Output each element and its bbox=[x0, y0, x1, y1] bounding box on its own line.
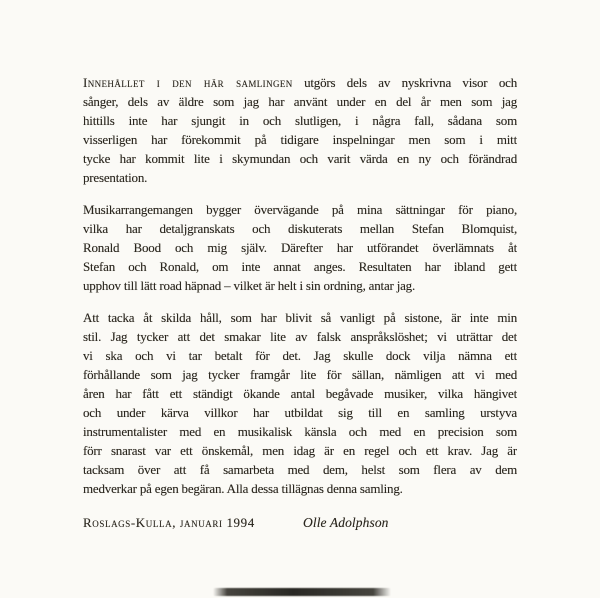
text-line: hittills inte har sjungit in och slutligen, i några fall, sådana som bbox=[83, 113, 517, 128]
text-line: Ronald Bood och mig själv. Därefter har utförandet överlämnats åt bbox=[83, 240, 517, 255]
text-line: visserligen har förekommit på tidigare inspelningar men som i mitt bbox=[83, 132, 517, 147]
signature-place-date: Roslags-Kulla, januari 1994 bbox=[83, 515, 255, 530]
text-line: åren har fått ett ständigt ökande antal begåvade musiker, vilka hängivet bbox=[83, 386, 517, 401]
text-line: presentation. bbox=[83, 170, 148, 185]
text-line: Att tacka åt skilda håll, som har blivit så vanligt på sistone, är inte min bbox=[83, 310, 517, 325]
text-line: Innehållet i den här samlingen utgörs dels av nyskrivna visor och bbox=[83, 75, 517, 90]
text-line: vi ska och vi tar betalt för det. Jag skulle dock vilja nämna ett bbox=[83, 348, 517, 363]
text-block bbox=[83, 73, 517, 511]
text-line: förhållande som jag tycker framgår lite för sällan, nämligen att vi med bbox=[83, 367, 517, 382]
text-line: medverkar på egen begäran. Alla dessa tillägnas denna samling. bbox=[83, 481, 403, 496]
text-line: instrumentalister med en musikalisk känsla och med en precision som bbox=[83, 424, 517, 439]
text-line: vilka har detaljgranskats och diskuterats mellan Stefan Blomquist, bbox=[83, 221, 517, 236]
paragraph bbox=[83, 308, 517, 498]
text-line: tacksam över att få samarbeta med dem, helst som flera av dem bbox=[83, 462, 517, 477]
text-line: Musikarrangemangen bygger övervägande på mina sättningar för piano, bbox=[83, 202, 517, 217]
text-line: och under kärva villkor har utbildat sig till en samling urstyva bbox=[83, 405, 517, 420]
scan-edge-artifact bbox=[213, 588, 391, 596]
text-line: upphov till lätt road häpnad – vilket är helt i sin ordning, antar jag. bbox=[83, 278, 416, 293]
text-line: Stefan och Ronald, om inte annat anges. Resultaten har ibland gett bbox=[83, 259, 517, 274]
paragraph bbox=[83, 200, 517, 295]
paragraph bbox=[83, 73, 517, 187]
text-line: stil. Jag tycker att det smakar lite av falsk anspråkslöshet; vi uträttar det bbox=[83, 329, 517, 344]
lead-in-smallcaps: Innehållet i den här samlingen bbox=[83, 75, 293, 90]
text-line: förr snarast var ett önskemål, men idag är en regel och ett krav. Jag är bbox=[83, 443, 517, 458]
text-line: tycke har kommit lite i skymundan och varit värda en ny och förändrad bbox=[83, 151, 517, 166]
signature-line bbox=[83, 513, 517, 532]
signature-author: Olle Adolphson bbox=[303, 515, 389, 530]
text-line: sånger, dels av äldre som jag har använt under en del år men som jag bbox=[83, 94, 517, 109]
